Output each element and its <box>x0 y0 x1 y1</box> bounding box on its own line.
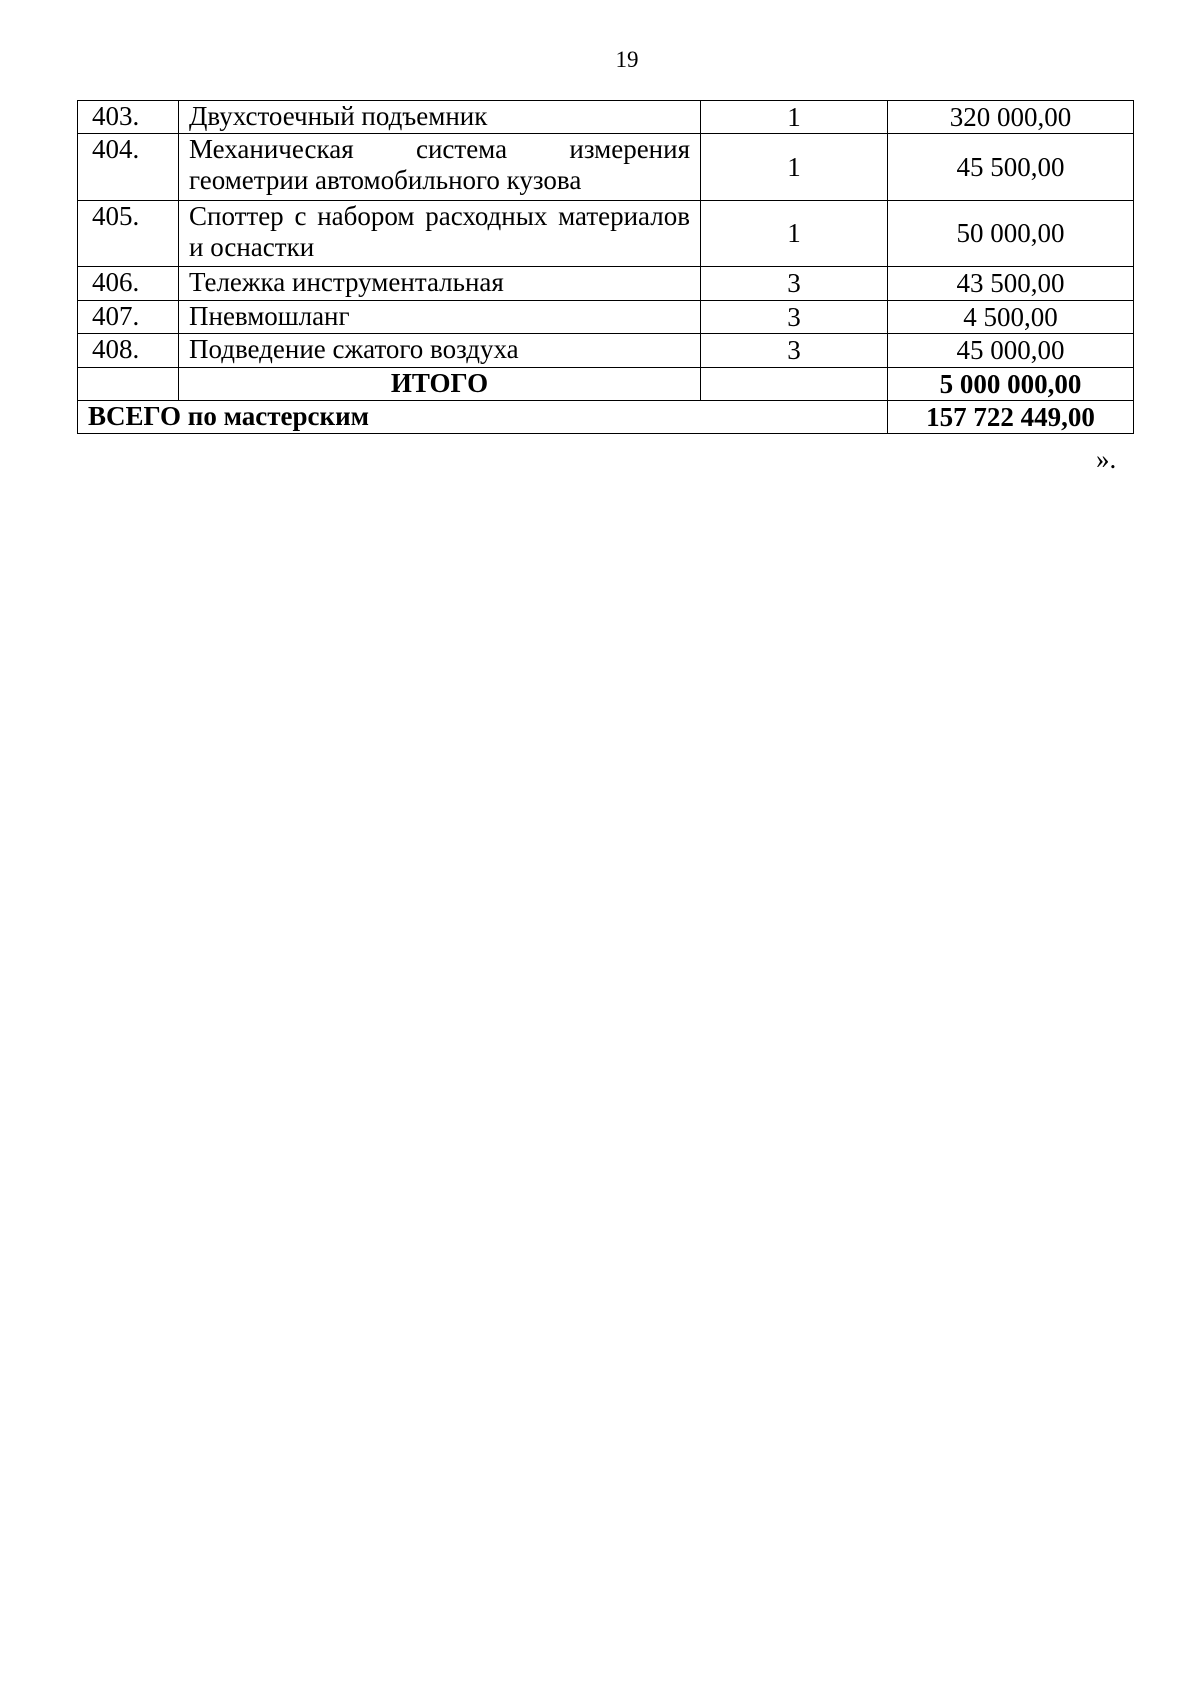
grand-total-label: ВСЕГО по мастерским <box>78 401 888 434</box>
item-quantity: 3 <box>701 334 888 368</box>
total-quantity-cell <box>701 368 888 401</box>
equipment-table <box>77 100 1134 434</box>
item-sum: 4 500,00 <box>888 301 1134 334</box>
table-row <box>78 301 1134 334</box>
item-name: Механическая система измерения геометрии автомобильного кузова <box>179 134 701 201</box>
item-sum: 43 500,00 <box>888 267 1134 301</box>
total-sum: 5 000 000,00 <box>888 368 1134 401</box>
item-quantity: 1 <box>701 201 888 267</box>
total-row <box>78 368 1134 401</box>
table-row <box>78 101 1134 134</box>
closing-quote: ». <box>1096 444 1117 474</box>
row-number: 408. <box>78 334 179 368</box>
table-row <box>78 334 1134 368</box>
item-sum: 320 000,00 <box>888 101 1134 134</box>
table-row <box>78 267 1134 301</box>
total-label: ИТОГО <box>179 368 701 401</box>
item-quantity: 3 <box>701 267 888 301</box>
grand-total-row <box>78 401 1134 434</box>
item-sum: 45 500,00 <box>888 134 1134 201</box>
item-name: Подведение сжатого воздуха <box>179 334 701 368</box>
total-number-cell <box>78 368 179 401</box>
item-quantity: 3 <box>701 301 888 334</box>
row-number: 404. <box>78 134 179 201</box>
row-number: 403. <box>78 101 179 134</box>
item-name: Споттер с набором расходных материалов и оснастки <box>179 201 701 267</box>
grand-total-sum: 157 722 449,00 <box>888 401 1134 434</box>
table-row <box>78 134 1134 201</box>
item-name: Двухстоечный подъемник <box>179 101 701 134</box>
item-quantity: 1 <box>701 134 888 201</box>
item-sum: 50 000,00 <box>888 201 1134 267</box>
row-number: 405. <box>78 201 179 267</box>
table-row <box>78 201 1134 267</box>
row-number: 407. <box>78 301 179 334</box>
row-number: 406. <box>78 267 179 301</box>
page-number: 19 <box>615 47 639 72</box>
item-name: Тележка инструментальная <box>179 267 701 301</box>
item-quantity: 1 <box>701 101 888 134</box>
item-sum: 45 000,00 <box>888 334 1134 368</box>
item-name: Пневмошланг <box>179 301 701 334</box>
